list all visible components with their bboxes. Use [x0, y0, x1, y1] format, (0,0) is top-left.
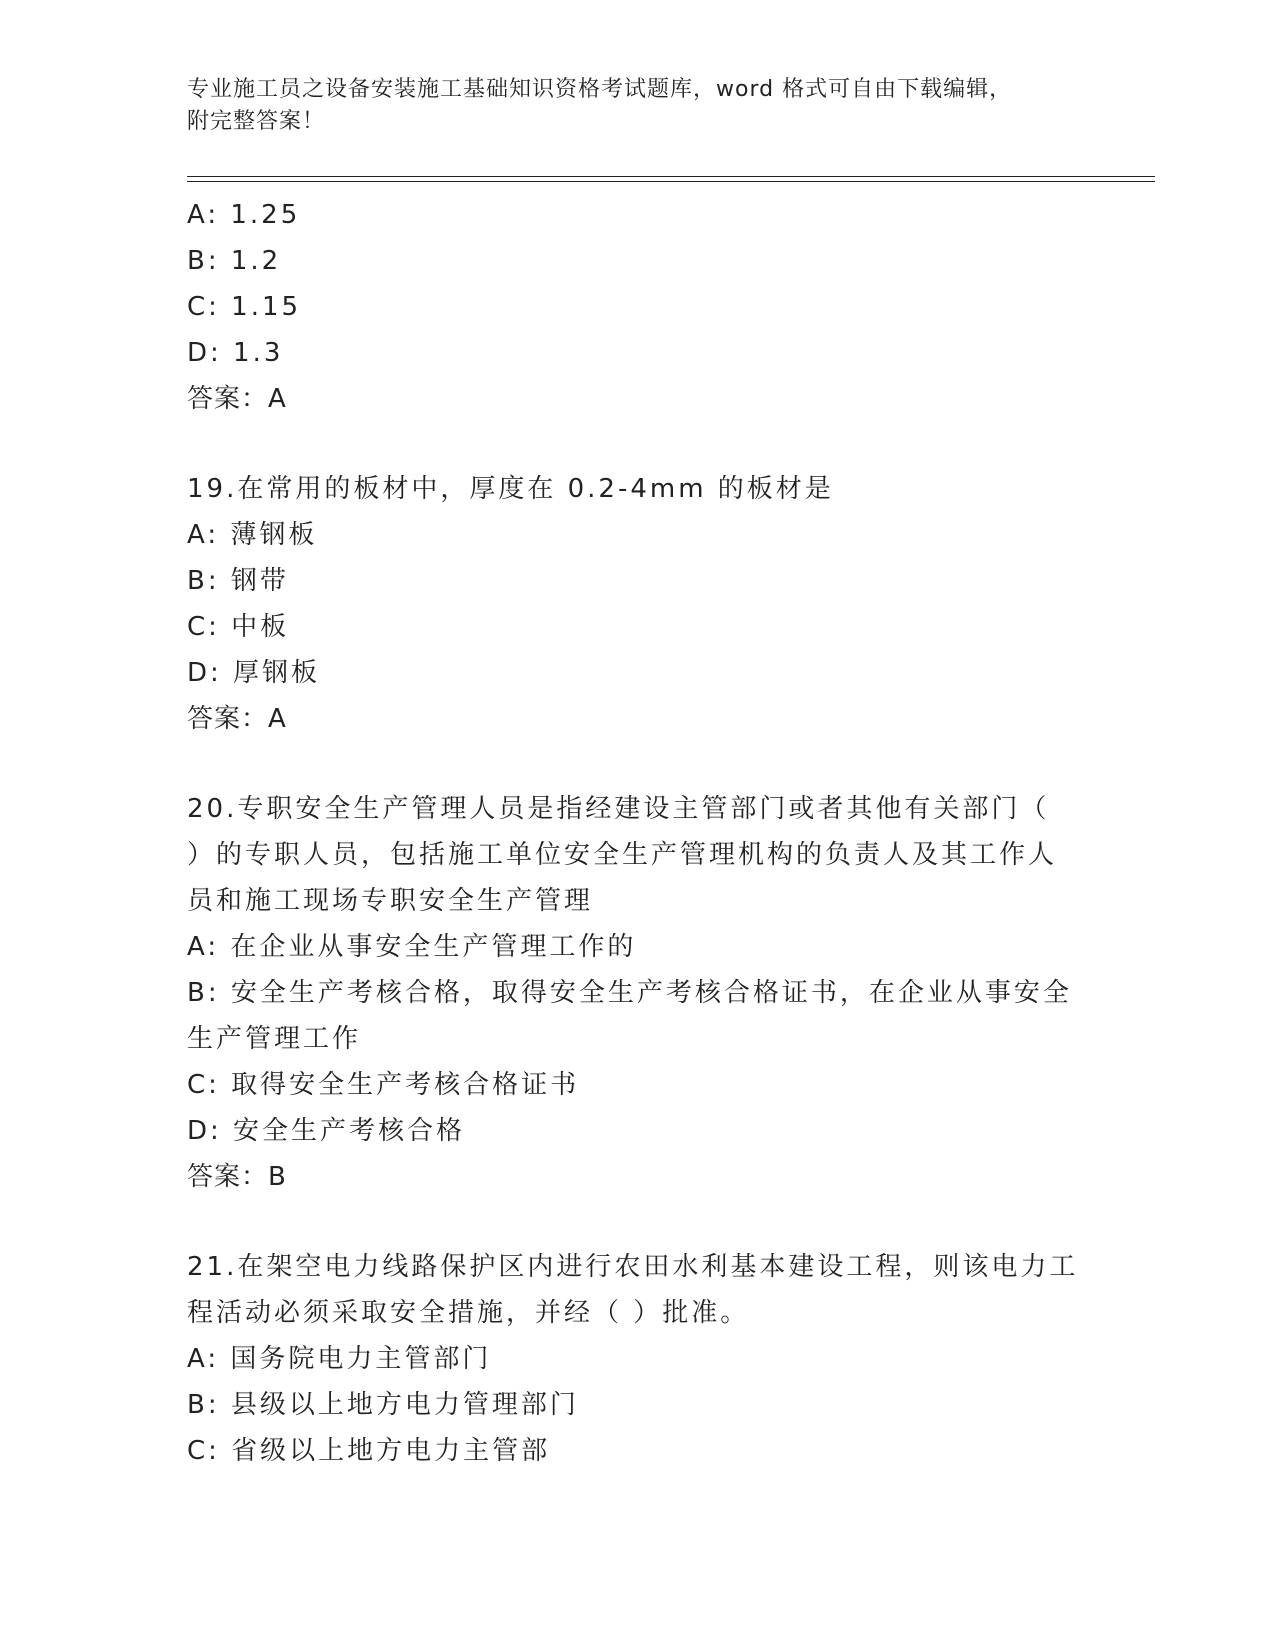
header-line-1: 专业施工员之设备安装施工基础知识资格考试题库，word 格式可自由下载编辑，	[187, 77, 1013, 102]
answer: 答案：B	[187, 1162, 287, 1192]
question-text-line-1: 20.专职安全生产管理人员是指经建设主管部门或者其他有关部门（	[187, 794, 1050, 824]
option-b: B: 1.2	[187, 246, 282, 276]
header-divider	[187, 176, 1155, 182]
option-b-line-1: B: 安全生产考核合格，取得安全生产考核合格证书，在企业从事安全	[187, 978, 1072, 1008]
option-d: D: 安全生产考核合格	[187, 1116, 466, 1146]
option-c: C: 取得安全生产考核合格证书	[187, 1070, 580, 1100]
question-text-line-3: 员和施工现场专职安全生产管理	[187, 886, 594, 916]
question-text-line-2: 程活动必须采取安全措施，并经（ ）批准。	[187, 1298, 750, 1328]
question-list	[187, 192, 1087, 1474]
question-18	[187, 192, 1087, 422]
question-text-line-1: 21.在架空电力线路保护区内进行农田水利基本建设工程，则该电力工	[187, 1252, 1079, 1282]
option-d: D: 厚钢板	[187, 658, 321, 688]
option-a: A: 国务院电力主管部门	[187, 1344, 492, 1374]
option-b-line-2: 生产管理工作	[187, 1024, 362, 1054]
question-text-line-2: ）的专职人员，包括施工单位安全生产管理机构的负责人及其工作人	[187, 840, 1058, 870]
question-text: 19.在常用的板材中，厚度在 0.2-4mm 的板材是	[187, 474, 834, 504]
document-header	[187, 74, 1087, 138]
option-b: B: 钢带	[187, 566, 289, 596]
answer: 答案：A	[187, 384, 287, 414]
option-c: C: 1.15	[187, 292, 302, 322]
question-21	[187, 1244, 1087, 1474]
question-19	[187, 466, 1087, 742]
option-a: A: 薄钢板	[187, 520, 318, 550]
option-a: A: 1.25	[187, 200, 301, 230]
option-d: D: 1.3	[187, 338, 284, 368]
question-spacer	[187, 1200, 1087, 1244]
option-b: B: 县级以上地方电力管理部门	[187, 1390, 579, 1420]
option-a: A: 在企业从事安全生产管理工作的	[187, 932, 637, 962]
option-c: C: 中板	[187, 612, 290, 642]
question-spacer	[187, 422, 1087, 466]
question-spacer	[187, 742, 1087, 786]
answer: 答案：A	[187, 704, 287, 734]
question-20	[187, 786, 1087, 1200]
header-line-2: 附完整答案！	[187, 109, 326, 134]
option-c: C: 省级以上地方电力主管部	[187, 1436, 551, 1466]
